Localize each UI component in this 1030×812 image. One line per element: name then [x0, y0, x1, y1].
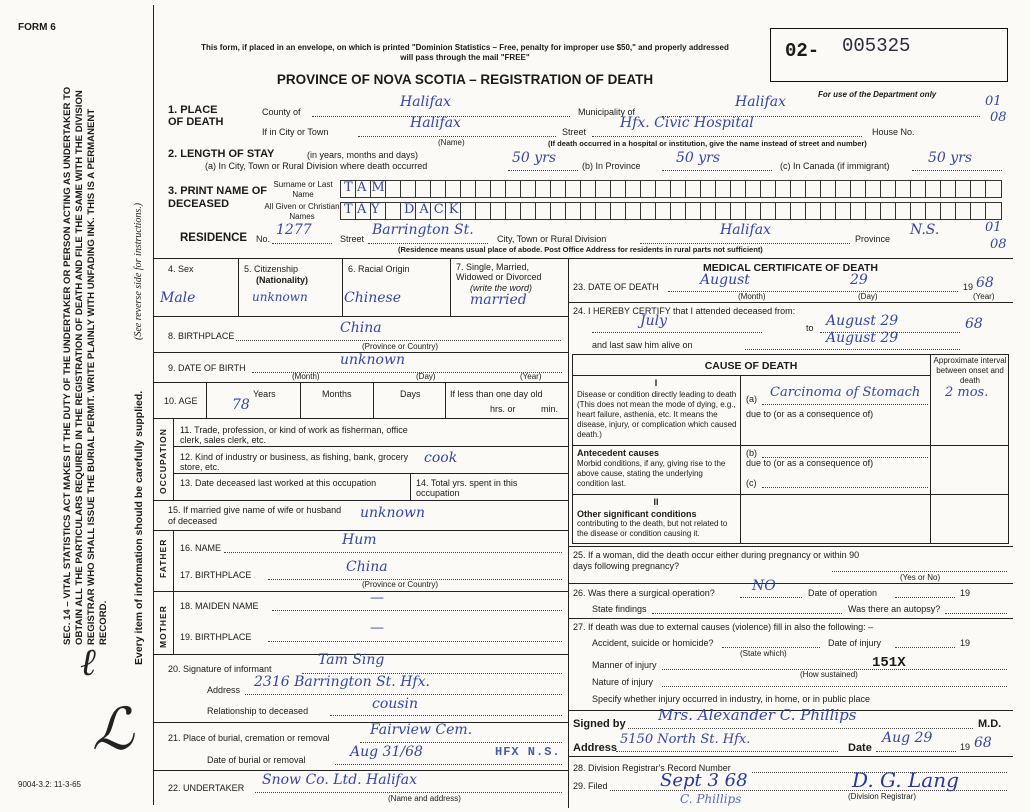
- municipality-label: Municipality of: [578, 107, 636, 117]
- citizenship-value: unknown: [252, 290, 308, 304]
- informant-relationship-value: cousin: [372, 696, 418, 712]
- print-code: 9004-3.2: 11-3-65: [18, 780, 82, 789]
- pregnancy-question: 25. If a woman, did the death occur either during pregnancy or within 90 days following pregnancy?: [573, 550, 860, 571]
- death-year-value: 68: [976, 275, 994, 291]
- registrar-caption: (Division Registrar): [848, 792, 917, 801]
- sidebar-reverse-note: (See reverse side for instructions.): [133, 202, 144, 340]
- stay-c-label: (c) In Canada (if immigrant): [780, 161, 890, 171]
- length-of-stay-label: 2. LENGTH OF STAY: [168, 148, 275, 160]
- signed-by-label: Signed by: [573, 718, 626, 730]
- undertaker-value: Snow Co. Ltd. Halifax: [262, 772, 417, 788]
- residence-note: (Residence means usual place of abode. Post Office Address for residents in rural parts not sufficient): [398, 245, 763, 254]
- form-number: FORM 6: [18, 22, 56, 33]
- dob-day-caption: (Day): [416, 372, 436, 381]
- cause-b-label: (b): [746, 448, 757, 458]
- residence-no-value: 1277: [276, 222, 312, 238]
- city-name-caption: (Name): [438, 138, 465, 147]
- given-names-label: All Given or Christian Names: [264, 202, 340, 221]
- spouse-value: unknown: [360, 505, 425, 521]
- medical-certificate-title: MEDICAL CERTIFICATE OF DEATH: [703, 262, 878, 274]
- state-findings-label: State findings: [592, 604, 647, 614]
- death-month-caption: (Month): [738, 292, 766, 301]
- interval-header: Approximate interval between onset and death: [933, 356, 1007, 385]
- city-value: Halifax: [410, 115, 461, 131]
- autopsy-label: Was there an autopsy?: [848, 604, 941, 614]
- department-code-2: 08: [990, 110, 1007, 125]
- racial-origin-value: Chinese: [344, 290, 401, 306]
- father-birthplace-value: China: [346, 559, 388, 575]
- mother-maiden-value: —: [370, 590, 384, 606]
- form-title: PROVINCE OF NOVA SCOTIA – REGISTRATION OF DEATH: [276, 72, 654, 87]
- dob-year-caption: (Year): [520, 372, 542, 381]
- left-border: [153, 5, 154, 805]
- burial-date-label: Date of burial or removal: [207, 755, 306, 765]
- other-conditions-label: Other significant conditions: [577, 509, 697, 519]
- age-years-label: Years: [253, 389, 276, 399]
- father-name-label: 16. NAME: [180, 543, 222, 553]
- due-to-1: due to (or as a consequence of): [746, 409, 874, 419]
- death-month-value: August: [700, 272, 750, 288]
- mother-section-label: MOTHER: [158, 605, 168, 648]
- other-conditions-sub: contributing to the death, but not related to the disease or condition causing it.: [577, 519, 728, 538]
- marital-label: 7. Single, Married, Widowed or Divorced: [456, 262, 542, 282]
- doctor-address-value: 5150 North St. Hfx.: [620, 732, 751, 747]
- occupation-q14: 14. Total yrs. spent in this occupation: [416, 478, 518, 498]
- margin-mark-1: ℓ: [80, 640, 96, 684]
- informant-address-label: Address: [207, 685, 241, 695]
- signed-year-value: 68: [974, 735, 992, 751]
- how-sustained-caption: (How sustained): [800, 670, 858, 679]
- given-name-1: TAY: [344, 202, 385, 217]
- margin-mark-2: ℒ: [92, 695, 134, 763]
- doctor-address-label: Address: [573, 742, 618, 754]
- signed-date-value: Aug 29: [882, 730, 933, 746]
- state-which-caption: (State which): [740, 649, 787, 658]
- dob-value: unknown: [340, 352, 405, 368]
- mail-notice: This form, if placed in an envelope, on which is printed "Dominion Statistics – Free, penalty for improper use $50," and properly addressed will pass through the mail "FREE": [201, 43, 729, 62]
- residence-no-label: No.: [256, 234, 271, 244]
- place-of-death-label: 1. PLACE OF DEATH: [168, 104, 224, 128]
- given-name-2: DACK: [404, 202, 464, 217]
- street-value: Hfx. Civic Hospital: [620, 115, 754, 131]
- occupation-q13: 13. Date deceased last worked at this occupation: [180, 478, 377, 488]
- manner-value: 151X: [872, 655, 906, 671]
- death-year-caption: (Year): [973, 292, 995, 301]
- department-code-4: 08: [990, 237, 1007, 252]
- mother-birthplace-value: —: [370, 620, 384, 636]
- occupation-q11: 11. Trade, profession, or kind of work as fisherman, office clerk, sales clerk, etc.: [180, 425, 408, 445]
- burial-stamp: HFX N.S.: [495, 745, 561, 759]
- informant-address-value: 2316 Barrington St. Hfx.: [254, 674, 430, 690]
- antecedent-label: Antecedent causes: [577, 448, 660, 458]
- hospital-note: (If death occurred in a hospital or institution, give the name instead of street and number): [548, 139, 867, 148]
- disease-label: Disease or condition directly leading to death (This does not mean the mode of dying, e.g., heart failure, asthenia, etc. It means the disease, injury, or complication which caused death.): [577, 390, 737, 439]
- registrar-signature: D. G. Lang: [852, 768, 959, 792]
- sidebar-supply-note: Every item of information should be carefully supplied.: [133, 390, 145, 665]
- antecedent-sub: Morbid conditions, if any, giving rise to the above cause, stating the underlying condition last.: [577, 459, 726, 488]
- cause-c-label: (c): [746, 478, 757, 488]
- citizenship-sub: (Nationality): [256, 275, 309, 285]
- father-section-label: FATHER: [158, 538, 168, 578]
- house-label: House No.: [872, 127, 915, 137]
- department-code-1: 01: [985, 94, 1002, 109]
- operation-year-prefix: 19: [960, 588, 971, 598]
- city-label: If in City or Town: [262, 127, 329, 137]
- citizenship-label: 5. Citizenship: [244, 264, 299, 274]
- burial-place-value: Fairview Cem.: [370, 722, 473, 738]
- injury-year-prefix: 19: [960, 638, 971, 648]
- age-years-value: 78: [232, 397, 250, 413]
- external-causes-question: 27. If death was due to external causes (violence) fill in also the following: –: [573, 622, 874, 632]
- stay-a-label: (a) In City, Town or Rural Division where death occurred: [205, 161, 428, 171]
- residence-province-label: Province: [855, 234, 891, 244]
- operation-date-label: Date of operation: [808, 588, 878, 598]
- signed-date-label: Date: [848, 742, 872, 754]
- department-use-label: For use of the Department only: [818, 90, 937, 99]
- accident-label: Accident, suicide or homicide?: [592, 638, 714, 648]
- cause-of-death-title: CAUSE OF DEATH: [704, 360, 798, 372]
- attended-from-value: July: [640, 313, 668, 329]
- last-saw-label: and last saw him alive on: [592, 340, 693, 350]
- marital-sub: (write the word): [470, 283, 533, 293]
- part-one-label: I: [654, 378, 658, 388]
- sex-value: Male: [160, 290, 196, 306]
- residence-city-value: Halifax: [720, 222, 771, 238]
- death-day-value: 29: [850, 272, 868, 288]
- interval-a-value: 2 mos.: [945, 385, 989, 400]
- manner-label: Manner of injury: [592, 660, 657, 670]
- nature-label: Nature of injury: [592, 677, 654, 687]
- father-birthplace-label: 17. BIRTHPLACE: [180, 570, 252, 580]
- informant-sig-label: 20. Signature of informant: [168, 664, 272, 674]
- deceased-name-label: 3. PRINT NAME OF DECEASED: [168, 185, 268, 210]
- mother-maiden-label: 18. MAIDEN NAME: [180, 601, 259, 611]
- residence-street-label: Street: [340, 234, 365, 244]
- informant-relationship-label: Relationship to deceased: [207, 706, 309, 716]
- father-name-value: Hum: [342, 532, 377, 548]
- informant-sig-value: Tam Sing: [318, 652, 385, 668]
- part-two-label: II: [653, 497, 659, 507]
- registration-number: 005325: [842, 35, 911, 57]
- undertaker-caption: (Name and address): [388, 794, 461, 803]
- attended-to-label: to: [806, 323, 814, 333]
- stay-b-label: (b) In Province: [582, 161, 641, 171]
- cause-a-label: (a): [746, 394, 757, 404]
- municipality-value: Halifax: [735, 94, 786, 110]
- stay-a-value: 50 yrs: [512, 150, 557, 166]
- injury-date-label: Date of injury: [828, 638, 882, 648]
- cause-a-value: Carcinoma of Stomach: [770, 385, 921, 400]
- attended-year-value: 68: [965, 316, 983, 332]
- birthplace-value: China: [340, 320, 382, 336]
- dob-month-caption: (Month): [292, 372, 320, 381]
- county-value: Halifax: [400, 94, 451, 110]
- mother-birthplace-label: 19. BIRTHPLACE: [180, 632, 252, 642]
- father-birthplace-caption: (Province or Country): [362, 580, 439, 589]
- middle-divider: [568, 258, 569, 808]
- occupation-section-label: OCCUPATION: [158, 428, 168, 494]
- residence-province-value: N.S.: [910, 222, 940, 238]
- surname-value: TAM: [344, 180, 390, 195]
- signed-year-prefix: 19: [960, 742, 971, 752]
- sidebar-law-text: SEC. 14 – VITAL STATISTICS ACT MAKES IT THE DUTY OF THE UNDERTAKER OR PERSON ACTING AS UNDERTAKER TO OBTAIN ALL THE PARTICULARS REQUIRED IN THE REGISTRATION OF DEATH AND FILE THE SAME WITH THE DIVISION REGISTRAR WHO SHALL ISSUE THE BURIAL PERMIT. WRITE PLAINLY WITH UNFADING INK. THIS IS A PERMANENT RECORD.: [62, 86, 109, 645]
- county-label: County of: [262, 107, 301, 117]
- age-months-label: Months: [322, 389, 352, 399]
- death-year-prefix: 19: [963, 282, 974, 292]
- age-min: min.: [541, 404, 559, 414]
- burial-place-label: 21. Place of burial, cremation or removal: [168, 733, 330, 743]
- sex-label: 4. Sex: [168, 264, 194, 274]
- stay-b-value: 50 yrs: [676, 150, 721, 166]
- age-label: 10. AGE: [164, 396, 198, 406]
- undertaker-label: 22. UNDERTAKER: [168, 783, 245, 793]
- due-to-2: due to (or as a consequence of): [746, 458, 874, 468]
- street-label: Street: [562, 127, 587, 137]
- surname-label: Surname or Last Name: [273, 180, 333, 199]
- stay-c-value: 50 yrs: [928, 150, 973, 166]
- surname-boxes: [340, 180, 1002, 198]
- birthplace-label: 8. BIRTHPLACE: [168, 331, 235, 341]
- surgery-value: NO: [752, 578, 776, 594]
- attendance-label: 24. I HEREBY CERTIFY that I attended deceased from:: [573, 306, 796, 316]
- length-of-stay-sub: (in years, months and days): [307, 150, 419, 160]
- occupation-q12: 12. Kind of industry or business, as fishing, bank, grocery store, etc.: [180, 452, 409, 472]
- burial-date-value: Aug 31/68: [350, 744, 423, 760]
- residence-street-value: Barrington St.: [372, 222, 474, 238]
- residence-label: RESIDENCE: [180, 232, 248, 244]
- birthplace-caption: (Province or Country): [362, 342, 439, 351]
- dob-label: 9. DATE OF BIRTH: [168, 363, 246, 373]
- residence-city-label: City, Town or Rural Division: [497, 234, 607, 244]
- filed-value: Sept 3 68: [660, 770, 748, 791]
- occupation-q12-value: cook: [424, 450, 458, 466]
- date-of-death-label: 23. DATE OF DEATH: [573, 282, 659, 292]
- attended-to-value: August 29: [826, 313, 899, 329]
- signed-by-value: Mrs. Alexander C. Phillips: [658, 706, 857, 724]
- registrar-record-label: 28. Division Registrar's Record Number: [573, 763, 731, 773]
- last-saw-value: August 29: [826, 330, 899, 346]
- death-day-caption: (Day): [858, 292, 878, 301]
- industry-label: Specify whether injury occurred in industry, in home, or in public place: [592, 694, 870, 704]
- corner-signature: C. Phillips: [680, 792, 742, 806]
- age-hrs: hrs. or: [490, 404, 516, 414]
- section-divider-top: [153, 258, 1013, 259]
- department-code-3: 01: [985, 220, 1002, 235]
- md-label: M.D.: [978, 718, 1002, 730]
- registration-prefix: 02-: [785, 40, 820, 62]
- spouse-label: 15. If married give name of wife or husband of deceased: [168, 505, 342, 526]
- age-days-label: Days: [400, 389, 421, 399]
- racial-origin-label: 6. Racial Origin: [348, 264, 410, 274]
- age-less-label: If less than one day old: [450, 389, 543, 399]
- marital-value: married: [470, 292, 527, 308]
- surgery-question: 26. Was there a surgical operation?: [573, 588, 715, 598]
- filed-label: 29. Filed: [573, 781, 608, 791]
- pregnancy-yes-no-caption: (Yes or No): [900, 573, 941, 582]
